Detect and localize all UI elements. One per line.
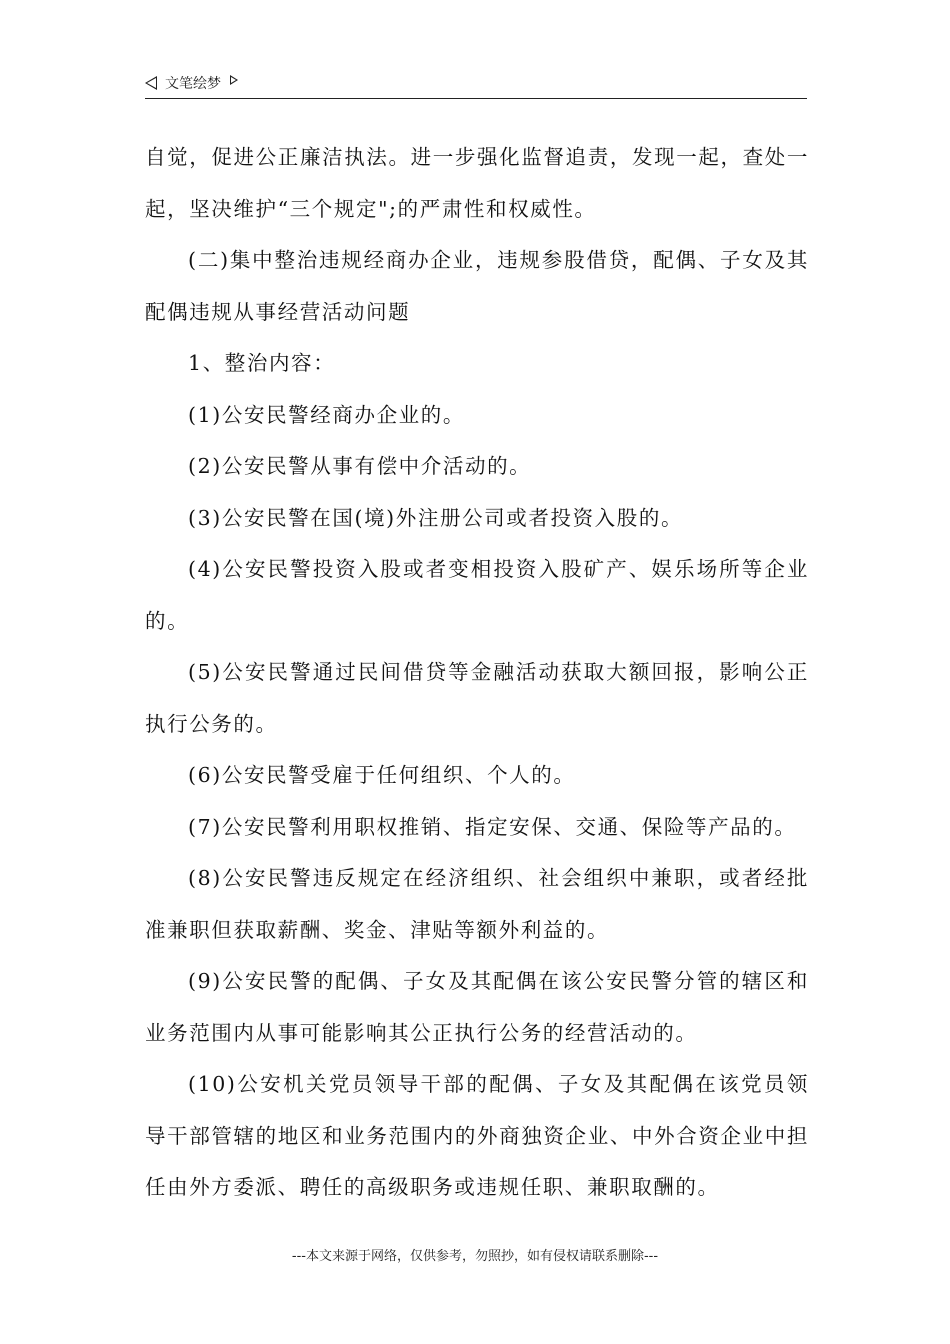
page-footer: ---本文来源于网络，仅供参考，勿照抄，如有侵权请联系删除--- xyxy=(291,1249,659,1264)
paragraph: (4)公安民警投资入股或者变相投资入股矿产、娱乐场所等企业的。 xyxy=(145,557,809,633)
paragraph: (5)公安民警通过民间借贷等金融活动获取大额回报，影响公正执行公务的。 xyxy=(145,660,809,736)
paragraph: (3)公安民警在国(境)外注册公司或者投资入股的。 xyxy=(188,505,684,530)
paragraph: (9)公安民警的配偶、子女及其配偶在该公安民警分管的辖区和业务范围内从事可能影响其公正执行公务的经营活动的。 xyxy=(145,969,809,1045)
paragraph: (7)公安民警利用职权推销、指定安保、交通、保险等产品的。 xyxy=(188,814,797,839)
paragraph: (6)公安民警受雇于任何组织、个人的。 xyxy=(188,763,576,787)
paragraph: (10)公安机关党员领导干部的配偶、子女及其配偶在该党员领导干部管辖的地区和业务范围内的外商独资企业、中外合资企业中担任由外方委派、聘任的高级职务或违规任职、兼职取酬的。 xyxy=(145,1072,809,1199)
triangle-left-icon xyxy=(145,76,157,90)
paragraph: 自觉，促进公正廉洁执法。进一步强化监督追责，发现一起，查处一起，坚决维护“三个规定";的严肃性和权威性。 xyxy=(145,145,809,221)
paragraph: (8)公安民警违反规定在经济组织、社会组织中兼职，或者经批准兼职但获取薪酬、奖金、津贴等额外利益的。 xyxy=(145,866,809,942)
paragraph: (二)集中整治违规经商办企业，违规参股借贷，配偶、子女及其配偶违规从事经营活动问题 xyxy=(145,248,809,324)
header-title: 文笔绘梦 xyxy=(165,76,221,92)
page-header xyxy=(145,68,807,99)
paragraph: (2)公安民警从事有偿中介活动的。 xyxy=(188,454,532,478)
document-body xyxy=(145,132,809,1214)
triangle-right-icon xyxy=(230,75,238,85)
paragraph: (1)公安民警经商办企业的。 xyxy=(188,402,465,427)
paragraph: 1、整治内容： xyxy=(188,351,336,375)
